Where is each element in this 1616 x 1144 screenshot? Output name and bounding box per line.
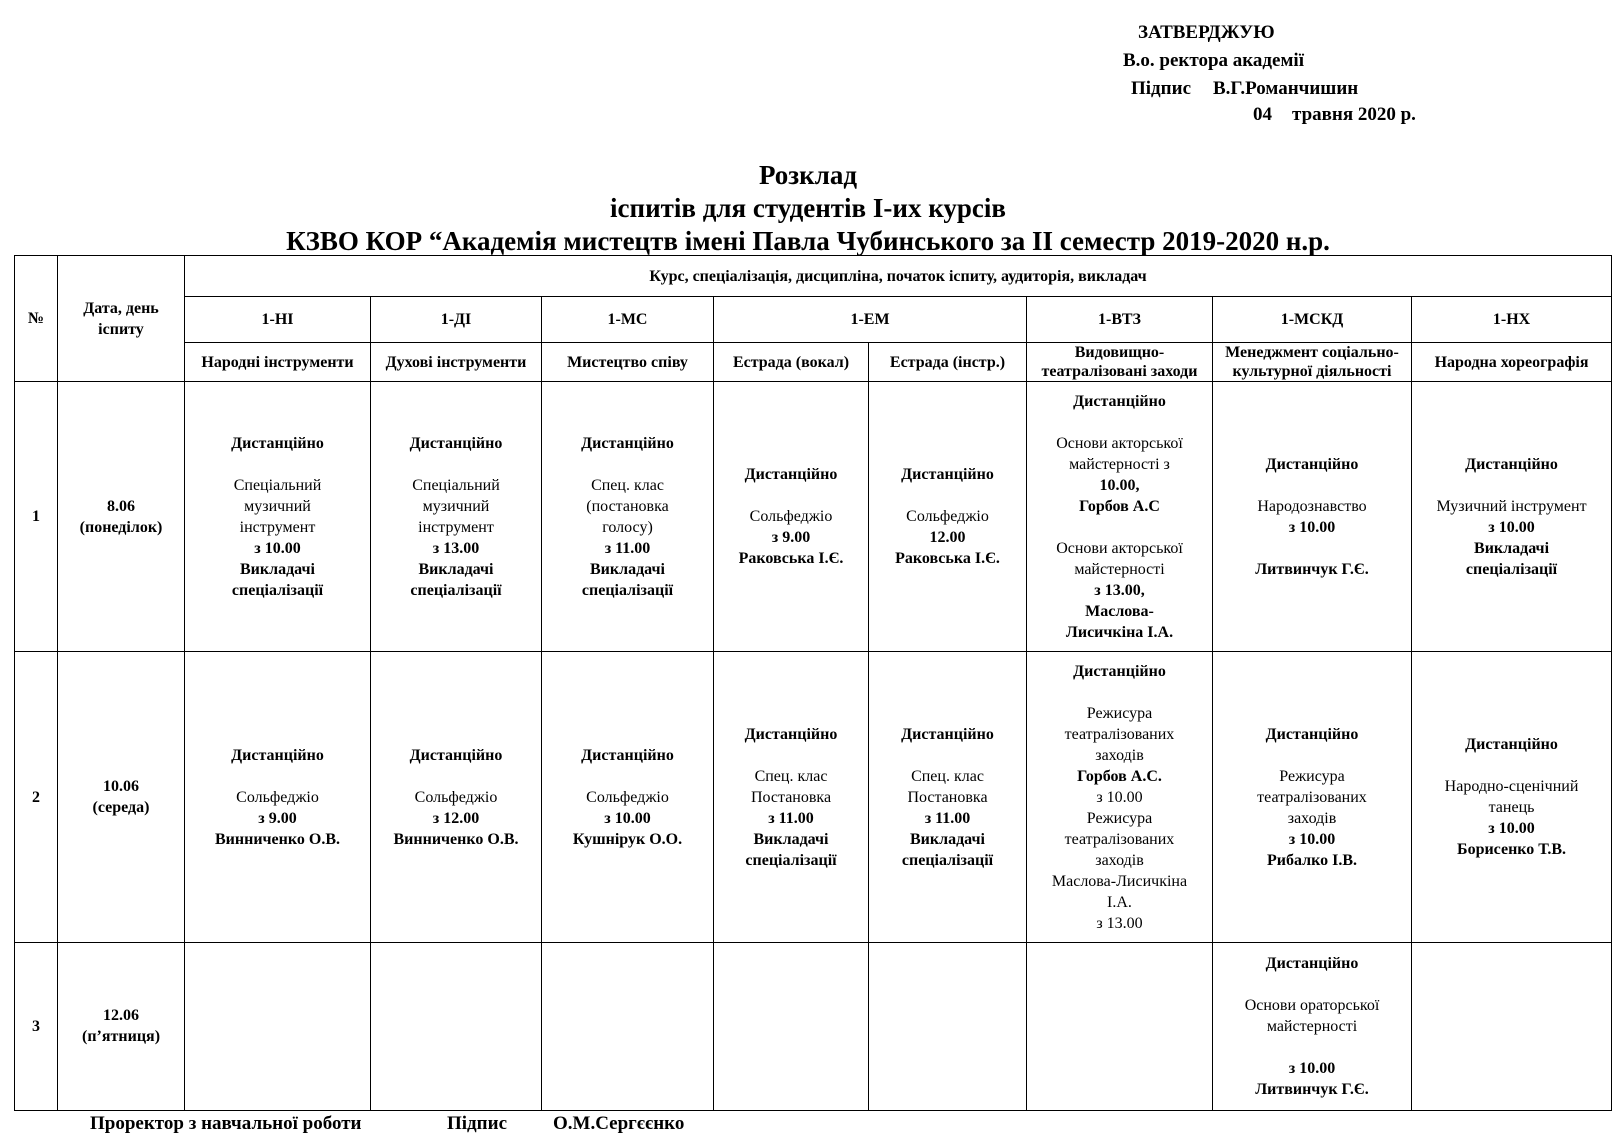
cell-spacer [1031, 682, 1208, 703]
exam-line: з 9.00 [258, 809, 297, 827]
cell-spacer [189, 454, 366, 475]
exam-line: Сольфеджіо [236, 788, 319, 806]
exam-cell [869, 942, 1027, 1110]
exam-cell [1027, 652, 1213, 942]
cell-spacer [718, 485, 864, 506]
exam-line: Дистанційно [744, 725, 838, 743]
approval-signer: В.Г.Романчишин [1213, 78, 1359, 99]
row-date-cell [58, 382, 185, 652]
cell-spacer [1031, 517, 1208, 538]
exam-line: Литвинчук Г.Є. [1255, 1080, 1369, 1098]
exam-line: Дистанційно [1073, 392, 1166, 410]
exam-line: з 11.00 [924, 809, 971, 827]
exam-line: театралізованих [1064, 725, 1175, 743]
spec-header: Народні інструменти [185, 343, 371, 382]
exam-line: спеціалізації [901, 851, 994, 869]
exam-line: Дистанційно [744, 466, 838, 484]
exam-line: Основи акторської [1056, 539, 1183, 557]
exam-cell [1027, 942, 1213, 1110]
cell-spacer [546, 766, 709, 787]
exam-cell [714, 652, 869, 942]
exam-line: з 10.00 [1488, 820, 1535, 838]
exam-line: Сольфеджіо [586, 788, 669, 806]
exam-cell [1027, 382, 1213, 652]
exam-line: Борисенко Т.В. [1456, 841, 1567, 859]
exam-line: Дистанційно [1073, 662, 1166, 680]
row-weekday: (понеділок) [79, 518, 163, 536]
cell-spacer [1217, 745, 1407, 766]
exam-line: майстерності [1074, 560, 1165, 578]
exam-line: Спеціальний [412, 476, 500, 494]
row-date: 10.06 [103, 778, 139, 796]
exam-line: Дистанційно [409, 746, 503, 764]
exam-line: Раковська І.Є. [895, 550, 1000, 568]
spec-header: Естрада (інстр.) [869, 343, 1027, 382]
group-header: 1-НІ [185, 297, 371, 343]
cell-spacer [1416, 755, 1607, 776]
exam-line: заходів [1287, 809, 1337, 827]
cell-spacer [1416, 475, 1607, 496]
exam-line: Режисура [1086, 704, 1153, 722]
exam-line: з 11.00 [604, 539, 651, 557]
exam-line: Сольфеджіо [414, 788, 498, 806]
exam-cell [1213, 652, 1412, 942]
doc-title-line3: КЗВО КОР “Академія мистецтв імені Павла Чубинського за ІІ семестр 2019-2020 н.р. [286, 226, 1330, 256]
exam-line: Спец. клас [591, 476, 664, 494]
spec-header: Мистецтво співу [542, 343, 714, 382]
exam-line: Дистанційно [409, 434, 503, 452]
exam-cell [542, 652, 714, 942]
row-weekday: (п’ятниця) [81, 1028, 161, 1046]
spec-header: Видовищно-театралізовані заходи [1027, 343, 1213, 382]
exam-line: інструмент [418, 518, 494, 536]
exam-line: Постановка [750, 788, 832, 806]
exam-line: з 10.00 [1096, 788, 1143, 806]
exam-line: майстерності з [1069, 455, 1170, 473]
exam-line: заходів [1095, 746, 1144, 764]
exam-line: Викладачі [239, 560, 315, 578]
exam-line: Дистанційно [581, 746, 674, 764]
exam-line: спеціалізації [410, 581, 502, 599]
exam-line: Горбов А.С [1079, 497, 1160, 515]
exam-line: спеціалізації [1465, 560, 1558, 578]
footer-sign-label: Підпис [447, 1113, 507, 1134]
exam-line: голосу) [602, 518, 653, 536]
approval-sign-label: Підпис [1131, 78, 1191, 99]
row-number: 2 [15, 652, 58, 942]
exam-line: Музичний інструмент [1436, 497, 1587, 515]
spec-header: Духові інструменти [371, 343, 542, 382]
exam-line: Маслова- [1085, 602, 1154, 620]
exam-line: 10.00, [1099, 476, 1140, 494]
schedule-table [14, 255, 1612, 1111]
exam-line: з 10.00 [254, 539, 301, 557]
footer-signer: О.М.Сергєєнко [553, 1113, 685, 1134]
header-date: Дата, день іспиту [58, 256, 185, 382]
exam-line: театралізованих [1064, 830, 1175, 848]
exam-line: Викладачі [909, 830, 985, 848]
spec-header: Народна хореографія [1412, 343, 1612, 382]
exam-line: Спеціальний [233, 476, 322, 494]
exam-line: Винниченко О.В. [214, 830, 340, 848]
group-header: 1-МСКД [1213, 297, 1412, 343]
exam-line: Дистанційно [581, 434, 674, 452]
footer-role: Проректор з навчальної роботи [90, 1113, 362, 1134]
exam-line: Дистанційно [1465, 736, 1558, 754]
cell-spacer [1217, 475, 1407, 496]
exam-cell [869, 382, 1027, 652]
group-header: 1-ЕМ [714, 297, 1027, 343]
exam-line: Дистанційно [1465, 455, 1558, 473]
exam-line: Викладачі [1474, 539, 1550, 557]
row-date: 12.06 [103, 1007, 139, 1025]
doc-title-line1: Розклад [758, 160, 858, 190]
exam-line: Сольфеджіо [906, 508, 989, 526]
cell-spacer [375, 766, 537, 787]
exam-line: Рибалко І.В. [1266, 851, 1357, 869]
exam-cell [371, 382, 542, 652]
exam-line: Викладачі [418, 560, 494, 578]
approval-month-year: травня 2020 р. [1292, 104, 1416, 125]
exam-line: Дистанційно [901, 466, 994, 484]
approval-role: В.о. ректора академії [1123, 50, 1304, 71]
exam-line: Режисура [1086, 809, 1153, 827]
row-number: 1 [15, 382, 58, 652]
exam-line: Основи акторської [1056, 434, 1183, 452]
header-number: № [15, 256, 58, 382]
exam-line: з 10.00 [604, 809, 651, 827]
exam-line: майстерності [1266, 1017, 1358, 1035]
exam-line: Викладачі [589, 560, 665, 578]
exam-cell [869, 652, 1027, 942]
cell-spacer [1217, 538, 1407, 559]
exam-line: Дистанційно [231, 434, 324, 452]
exam-line: Раковська І.Є. [738, 550, 844, 568]
cell-spacer [718, 745, 864, 766]
exam-cell [1412, 652, 1612, 942]
exam-line: танець [1488, 799, 1535, 817]
group-header: 1-НХ [1412, 297, 1612, 343]
spec-header: Менеджмент соціально-культурної діяльності [1213, 343, 1412, 382]
exam-cell [185, 652, 371, 942]
cell-spacer [873, 485, 1022, 506]
exam-line: Маслова-Лисичкіна [1051, 872, 1188, 890]
exam-line: спеціалізації [745, 851, 837, 869]
exam-cell [542, 382, 714, 652]
exam-line: спеціалізації [581, 581, 674, 599]
exam-line: Лисичкіна І.А. [1065, 623, 1174, 641]
cell-spacer [1217, 974, 1407, 995]
group-header: 1-ВТЗ [1027, 297, 1213, 343]
exam-line: спеціалізації [231, 581, 324, 599]
exam-line: інструмент [239, 518, 316, 536]
approval-day: 04 [1253, 104, 1272, 125]
exam-line: Режисура [1279, 767, 1345, 785]
exam-line: Основи ораторської [1244, 996, 1380, 1014]
exam-line: з 11.00 [768, 809, 814, 827]
exam-line: з 13.00 [432, 539, 480, 557]
cell-spacer [1217, 1037, 1407, 1058]
row-number: 3 [15, 942, 58, 1110]
exam-line: з 10.00 [1288, 518, 1336, 536]
exam-line: Литвинчук Г.Є. [1255, 560, 1369, 578]
exam-line: Дистанційно [231, 746, 324, 764]
exam-cell [371, 942, 542, 1110]
exam-cell [371, 652, 542, 942]
exam-line: з 10.00 [1288, 830, 1336, 848]
exam-cell [185, 942, 371, 1110]
exam-line: Постановка [907, 788, 988, 806]
exam-cell [714, 382, 869, 652]
cell-spacer [189, 766, 366, 787]
row-date: 8.06 [107, 497, 135, 515]
exam-cell [714, 942, 869, 1110]
exam-line: Дистанційно [1265, 725, 1359, 743]
approval-approve: ЗАТВЕРДЖУЮ [1138, 22, 1275, 43]
exam-line: з 9.00 [771, 529, 811, 547]
exam-line: Винниченко О.В. [393, 830, 519, 848]
exam-line: театралізованих [1257, 788, 1367, 806]
group-header: 1-ДІ [371, 297, 542, 343]
exam-line: Народно-сценічний [1444, 778, 1579, 796]
row-date-cell [58, 942, 185, 1110]
exam-line: заходів [1095, 851, 1144, 869]
exam-line: Викладачі [753, 830, 829, 848]
exam-line: І.А. [1107, 893, 1132, 911]
cell-spacer [1031, 412, 1208, 433]
exam-line: з 13.00 [1096, 914, 1143, 932]
exam-line: музичний [422, 497, 490, 515]
exam-line: Спец. клас [911, 767, 984, 785]
schedule-row [15, 652, 1612, 942]
exam-cell [1213, 382, 1412, 652]
schedule-row [15, 942, 1612, 1110]
exam-line: Дистанційно [1265, 954, 1359, 972]
exam-cell [1412, 942, 1612, 1110]
schedule-row [15, 382, 1612, 652]
group-header: 1-МС [542, 297, 714, 343]
exam-cell [542, 942, 714, 1110]
exam-line: Дистанційно [901, 725, 994, 743]
cell-spacer [546, 454, 709, 475]
exam-line: Сольфеджіо [749, 508, 833, 526]
exam-line: Кушнірук О.О. [572, 830, 683, 848]
exam-line: з 12.00 [432, 809, 480, 827]
exam-cell [185, 382, 371, 652]
exam-line: Дистанційно [1265, 455, 1359, 473]
exam-cell [1213, 942, 1412, 1110]
exam-line: Народознавство [1257, 497, 1367, 515]
spec-header: Естрада (вокал) [714, 343, 869, 382]
exam-line: з 10.00 [1488, 518, 1535, 536]
row-date-cell [58, 652, 185, 942]
exam-line: музичний [244, 497, 311, 515]
cell-spacer [873, 745, 1022, 766]
doc-title-line2: іспитів для студентів І-их курсів [610, 193, 1006, 223]
exam-line: з 10.00 [1288, 1059, 1336, 1077]
exam-line: Горбов А.С. [1077, 767, 1162, 785]
row-weekday: (середа) [92, 799, 150, 817]
cell-spacer [375, 454, 537, 475]
header-main: Курс, спеціалізація, дисципліна, початок іспиту, аудиторія, викладач [185, 256, 1612, 297]
exam-line: з 13.00, [1094, 581, 1145, 599]
exam-cell [1412, 382, 1612, 652]
exam-line: Спец. клас [754, 767, 828, 785]
exam-line: (постановка [586, 497, 669, 515]
exam-line: 12.00 [929, 529, 966, 547]
